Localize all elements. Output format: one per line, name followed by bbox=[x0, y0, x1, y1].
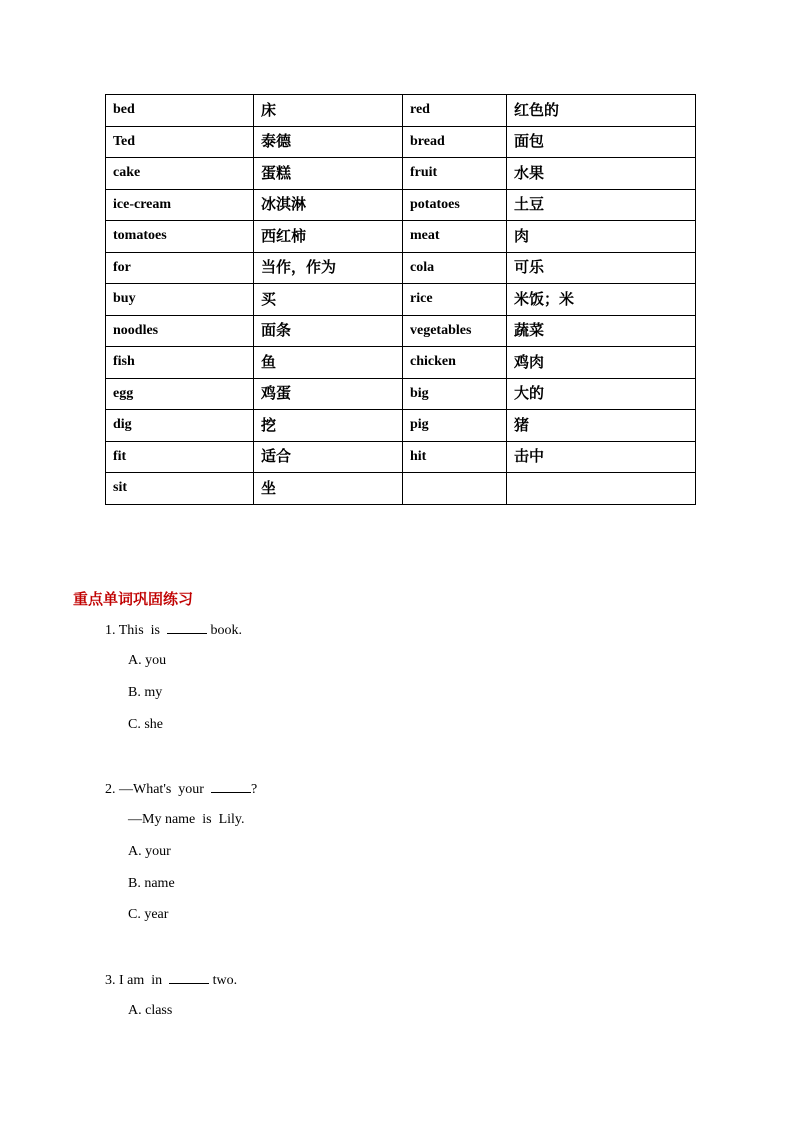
table-cell-chinese-meaning: 床 bbox=[254, 95, 403, 127]
question-3-text-before: 3. I am in bbox=[105, 973, 170, 988]
table-cell-english-word: fruit bbox=[403, 158, 507, 190]
table-cell-chinese-meaning: 坐 bbox=[254, 473, 403, 505]
table-row bbox=[106, 284, 696, 316]
table-row bbox=[106, 315, 696, 347]
table-row bbox=[106, 252, 696, 284]
table-row bbox=[106, 158, 696, 190]
table-cell-english-word: potatoes bbox=[403, 189, 507, 221]
vocab-table-body bbox=[106, 95, 696, 505]
table-cell-english-word: sit bbox=[106, 473, 254, 505]
question-2-option-a: A. your bbox=[128, 844, 171, 859]
table-cell-english-word: fish bbox=[106, 347, 254, 379]
table-cell-chinese-meaning: 可乐 bbox=[507, 252, 696, 284]
table-cell-english-word: cake bbox=[106, 158, 254, 190]
question-3 bbox=[105, 972, 237, 988]
table-cell-english-word: for bbox=[106, 252, 254, 284]
table-cell-chinese-meaning: 土豆 bbox=[507, 189, 696, 221]
table-cell-chinese-meaning: 大的 bbox=[507, 378, 696, 410]
table-cell-english-word: cola bbox=[403, 252, 507, 284]
question-2-option-b: B. name bbox=[128, 876, 175, 891]
table-cell-chinese-meaning: 水果 bbox=[507, 158, 696, 190]
table-cell-english-word: buy bbox=[106, 284, 254, 316]
table-cell-english-word: big bbox=[403, 378, 507, 410]
table-row bbox=[106, 441, 696, 473]
table-row bbox=[106, 95, 696, 127]
table-cell-english-word: noodles bbox=[106, 315, 254, 347]
answer-blank bbox=[211, 781, 251, 793]
table-cell-chinese-meaning: 鱼 bbox=[254, 347, 403, 379]
table-cell-chinese-meaning: 猪 bbox=[507, 410, 696, 442]
answer-blank bbox=[167, 622, 207, 634]
table-cell-chinese-meaning: 泰德 bbox=[254, 126, 403, 158]
table-cell-chinese-meaning: 面包 bbox=[507, 126, 696, 158]
question-1-option-a: A. you bbox=[128, 653, 167, 668]
table-cell-chinese-meaning: 米饭；米 bbox=[507, 284, 696, 316]
table-row bbox=[106, 189, 696, 221]
section-title: 重点单词巩固练习 bbox=[73, 590, 194, 608]
table-cell-chinese-meaning: 面条 bbox=[254, 315, 403, 347]
table-row bbox=[106, 126, 696, 158]
table-cell-english-word: tomatoes bbox=[106, 221, 254, 253]
table-cell-chinese-meaning: 冰淇淋 bbox=[254, 189, 403, 221]
table-cell-english-word: vegetables bbox=[403, 315, 507, 347]
table-cell-chinese-meaning: 鸡蛋 bbox=[254, 378, 403, 410]
table-row bbox=[106, 473, 696, 505]
table-cell-english-word: bed bbox=[106, 95, 254, 127]
table-cell-chinese-meaning bbox=[507, 473, 696, 505]
table-cell-chinese-meaning: 红色的 bbox=[507, 95, 696, 127]
table-cell-english-word: meat bbox=[403, 221, 507, 253]
question-2 bbox=[105, 781, 257, 797]
question-2-text-after: ? bbox=[250, 782, 258, 797]
table-cell-english-word: ice-cream bbox=[106, 189, 254, 221]
table-cell-chinese-meaning: 击中 bbox=[507, 441, 696, 473]
table-cell-english-word: chicken bbox=[403, 347, 507, 379]
question-1-option-c: C. she bbox=[128, 717, 163, 732]
table-cell-chinese-meaning: 适合 bbox=[254, 441, 403, 473]
vocab-table bbox=[105, 94, 696, 505]
table-cell-chinese-meaning: 西红柿 bbox=[254, 221, 403, 253]
table-cell-english-word bbox=[403, 473, 507, 505]
table-cell-english-word: hit bbox=[403, 441, 507, 473]
table-cell-english-word: egg bbox=[106, 378, 254, 410]
question-1 bbox=[105, 622, 242, 638]
table-cell-chinese-meaning: 当作，作为 bbox=[254, 252, 403, 284]
table-cell-chinese-meaning: 鸡肉 bbox=[507, 347, 696, 379]
question-3-text-after: two. bbox=[209, 973, 238, 988]
table-row bbox=[106, 347, 696, 379]
table-row bbox=[106, 221, 696, 253]
table-cell-chinese-meaning: 肉 bbox=[507, 221, 696, 253]
table-cell-chinese-meaning: 蛋糕 bbox=[254, 158, 403, 190]
question-2-text-before: 2. —What's your bbox=[105, 782, 211, 797]
table-cell-english-word: pig bbox=[403, 410, 507, 442]
question-1-text-after: book. bbox=[206, 623, 242, 638]
question-3-option-a: A. class bbox=[128, 1003, 173, 1018]
question-1-text-before: 1. This is bbox=[105, 623, 167, 638]
table-cell-english-word: bread bbox=[403, 126, 507, 158]
table-cell-chinese-meaning: 挖 bbox=[254, 410, 403, 442]
answer-blank bbox=[169, 972, 209, 984]
table-cell-english-word: Ted bbox=[106, 126, 254, 158]
table-cell-chinese-meaning: 买 bbox=[254, 284, 403, 316]
table-row bbox=[106, 410, 696, 442]
table-cell-chinese-meaning: 蔬菜 bbox=[507, 315, 696, 347]
table-cell-english-word: fit bbox=[106, 441, 254, 473]
table-cell-english-word: red bbox=[403, 95, 507, 127]
table-row bbox=[106, 378, 696, 410]
question-2-answer-line: —My name is Lily. bbox=[128, 812, 245, 827]
question-2-option-c: C. year bbox=[128, 907, 169, 922]
table-cell-english-word: dig bbox=[106, 410, 254, 442]
question-1-option-b: B. my bbox=[128, 685, 163, 700]
table-cell-english-word: rice bbox=[403, 284, 507, 316]
